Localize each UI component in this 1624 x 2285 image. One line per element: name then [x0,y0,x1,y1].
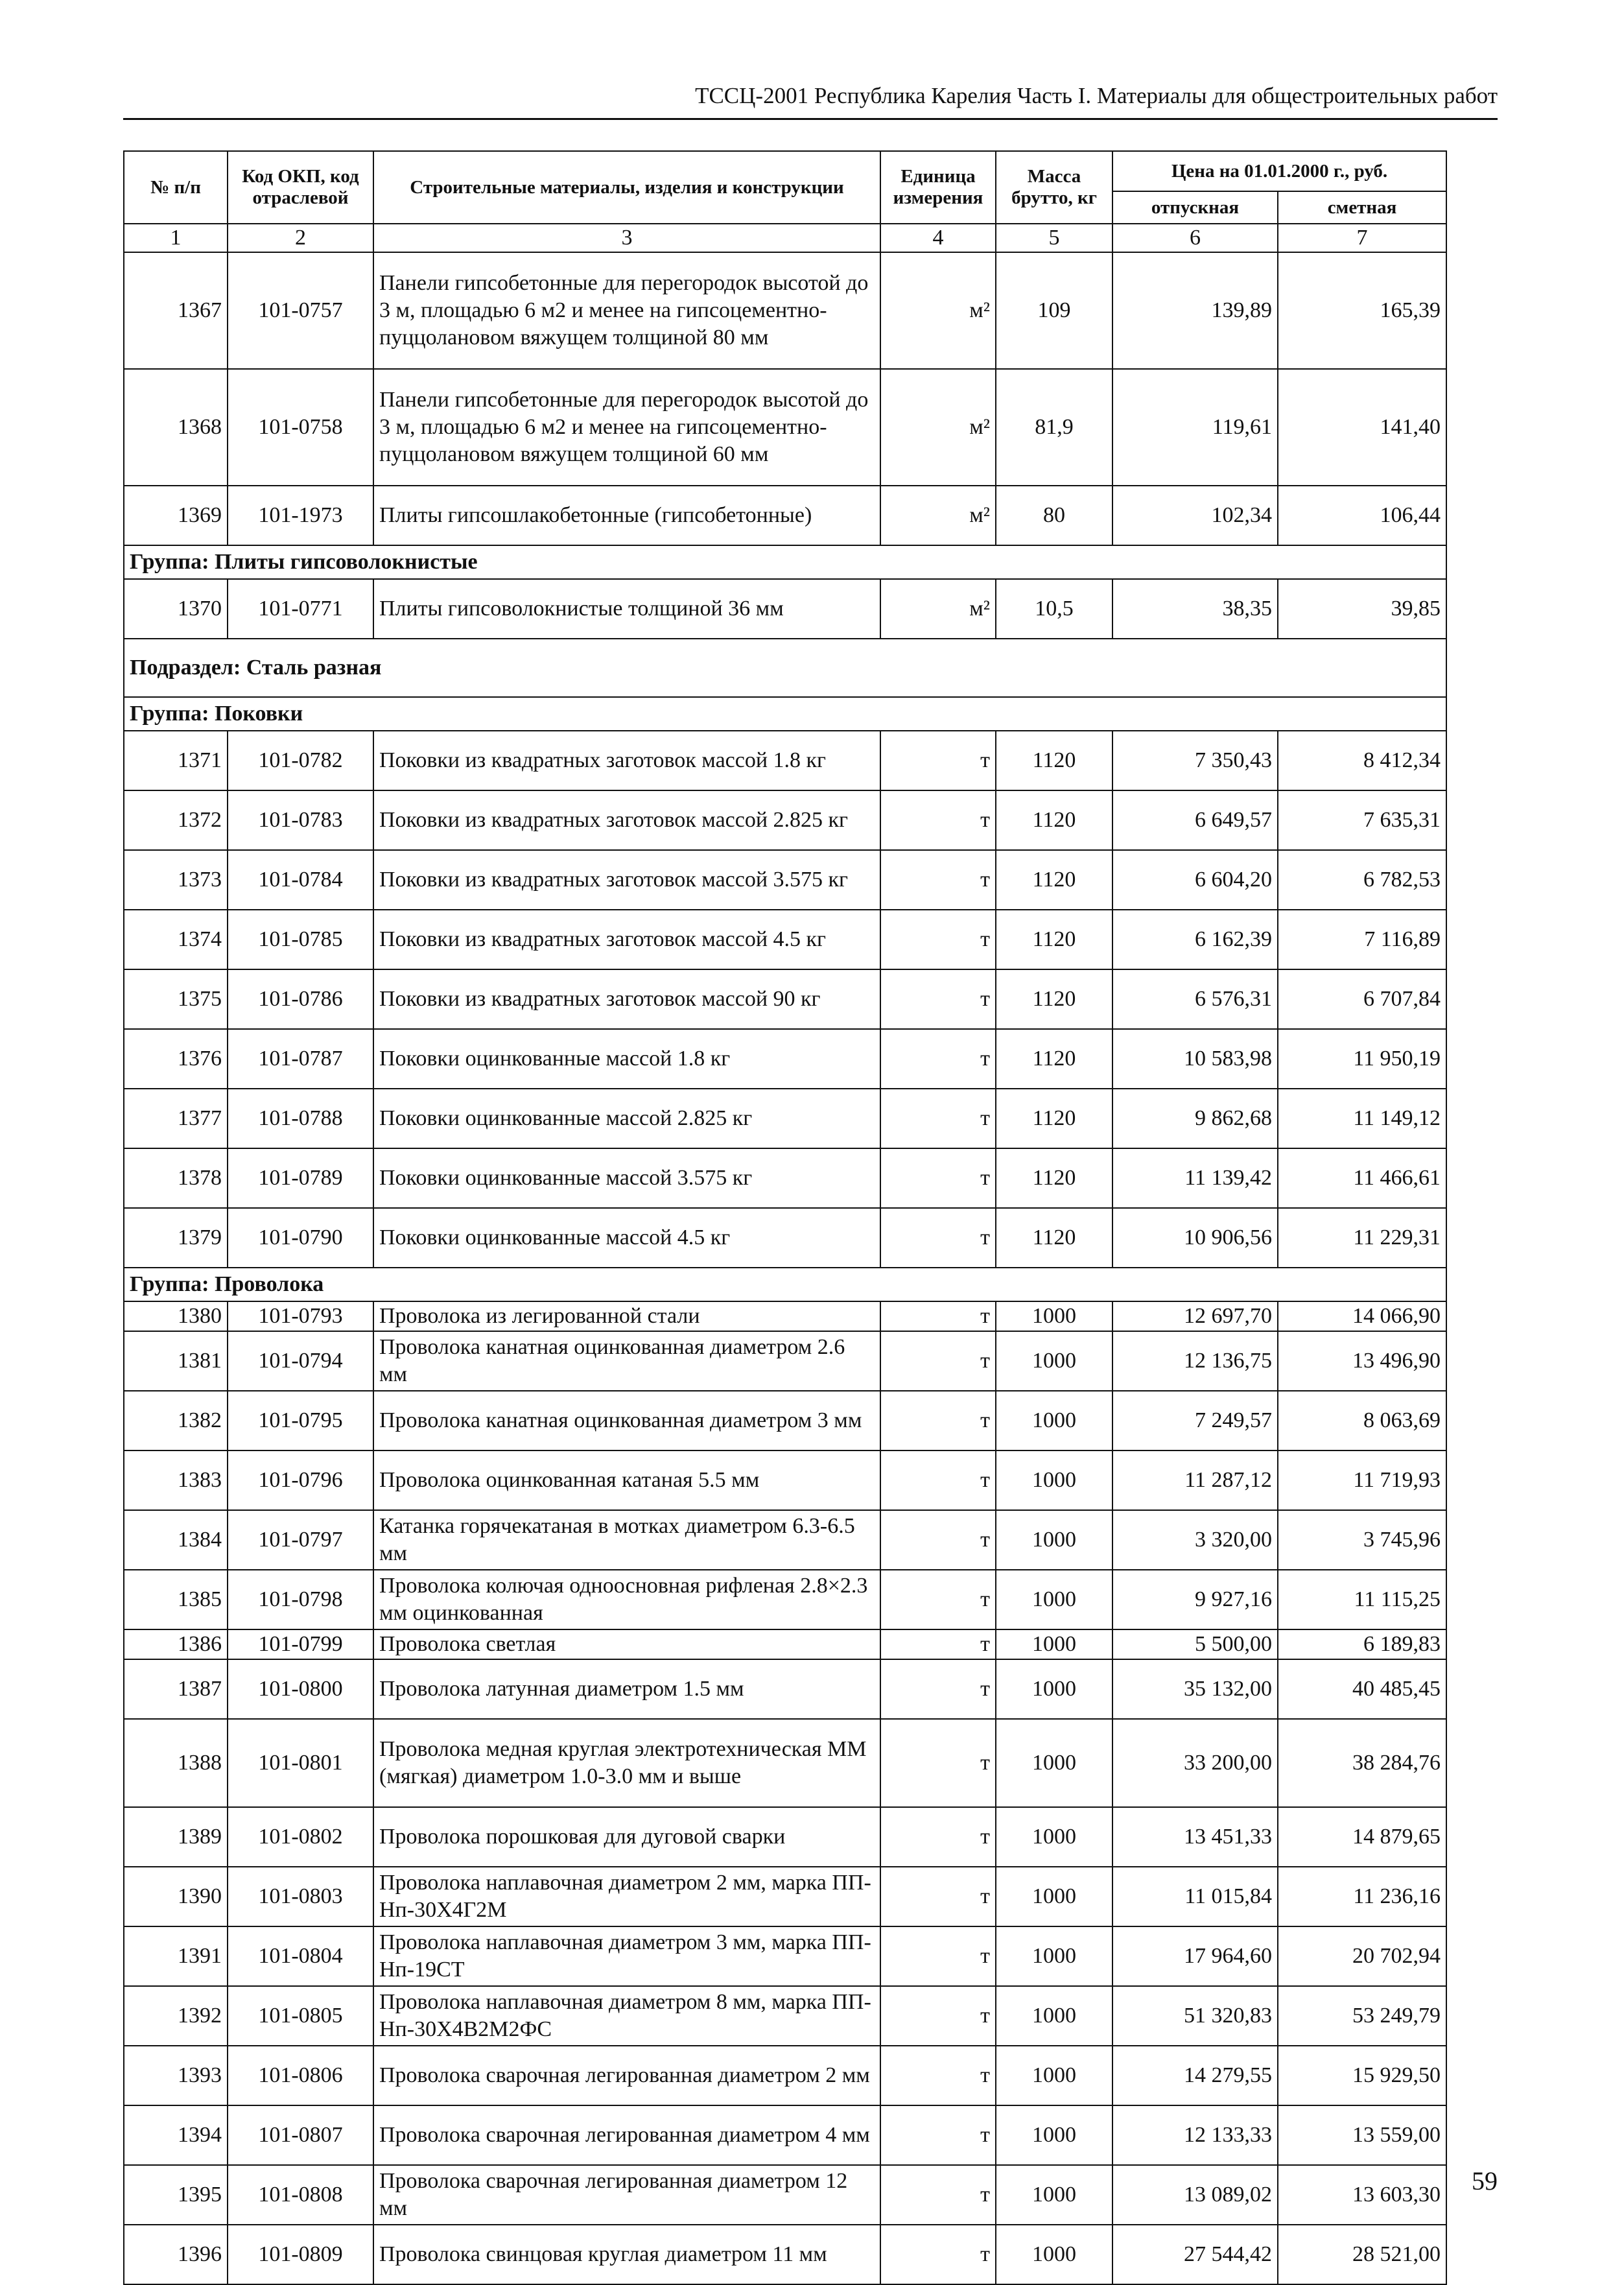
table-row [124,1807,1446,1867]
col-header-name: Строительные материалы, изделия и конструкции [373,151,880,224]
row-code: 101-0797 [228,1510,373,1570]
row-mass: 1120 [996,790,1112,850]
row-mass: 1000 [996,1926,1112,1986]
row-release-price: 13 089,02 [1112,2165,1278,2225]
row-release-price: 13 451,33 [1112,1807,1278,1867]
row-name: Поковки оцинкованные массой 1.8 кг [373,1029,880,1089]
row-mass: 1120 [996,969,1112,1029]
row-unit: м² [880,486,996,545]
row-number: 1375 [124,969,228,1029]
row-unit: т [880,850,996,910]
row-mass: 1000 [996,1450,1112,1510]
row-name: Проволока сварочная легированная диаметром 4 мм [373,2105,880,2165]
row-mass: 1000 [996,1867,1112,1926]
row-name: Панели гипсобетонные для перегородок высотой до 3 м, площадью 6 м2 и менее на гипсоцементно-пуццолановом вяжущем толщиной 80 мм [373,252,880,369]
group-heading-row [124,545,1446,579]
row-name: Катанка горячекатаная в мотках диаметром 6.3-6.5 мм [373,1510,880,1570]
row-unit: т [880,1807,996,1867]
row-unit: т [880,910,996,969]
col-header-release-price: отпускная [1112,191,1278,224]
row-unit: м² [880,369,996,486]
col-header-mass: Масса брутто, кг [996,151,1112,224]
row-name: Проволока порошковая для дуговой сварки [373,1807,880,1867]
row-estimate-price: 7 116,89 [1278,910,1446,969]
table-row [124,1629,1446,1659]
row-unit: т [880,2165,996,2225]
row-name: Проволока латунная диаметром 1.5 мм [373,1659,880,1719]
row-unit: т [880,969,996,1029]
row-code: 101-0795 [228,1391,373,1450]
row-mass: 1000 [996,1331,1112,1391]
row-number: 1374 [124,910,228,969]
row-mass: 1000 [996,1301,1112,1331]
col-header-unit: Единица измерения [880,151,996,224]
table-row [124,1029,1446,1089]
row-mass: 1000 [996,1659,1112,1719]
row-release-price: 14 279,55 [1112,2046,1278,2105]
table-row [124,2165,1446,2225]
row-estimate-price: 11 149,12 [1278,1089,1446,1148]
row-release-price: 9 927,16 [1112,1570,1278,1629]
row-number: 1388 [124,1719,228,1807]
row-number: 1378 [124,1148,228,1208]
row-number: 1390 [124,1867,228,1926]
row-estimate-price: 106,44 [1278,486,1446,545]
row-name: Проволока колючая одноосновная рифленая 2.8×2.3 мм оцинкованная [373,1570,880,1629]
col-index: 1 [124,224,228,252]
row-number: 1384 [124,1510,228,1570]
row-name: Поковки из квадратных заготовок массой 4.5 кг [373,910,880,969]
row-code: 101-0785 [228,910,373,969]
row-release-price: 11 139,42 [1112,1148,1278,1208]
table-row [124,1659,1446,1719]
row-name: Поковки оцинкованные массой 3.575 кг [373,1148,880,1208]
row-mass: 1000 [996,2225,1112,2284]
table-row [124,731,1446,790]
row-unit: т [880,1089,996,1148]
row-code: 101-0784 [228,850,373,910]
row-code: 101-0788 [228,1089,373,1148]
row-number: 1391 [124,1926,228,1986]
row-estimate-price: 11 229,31 [1278,1208,1446,1268]
group-heading: Группа: Плиты гипсоволокнистые [124,545,1446,579]
row-release-price: 10 583,98 [1112,1029,1278,1089]
row-mass: 1000 [996,1719,1112,1807]
row-release-price: 17 964,60 [1112,1926,1278,1986]
row-unit: т [880,1148,996,1208]
row-name: Проволока сварочная легированная диаметром 2 мм [373,2046,880,2105]
row-estimate-price: 28 521,00 [1278,2225,1446,2284]
row-name: Поковки из квадратных заготовок массой 2.825 кг [373,790,880,850]
row-name: Плиты гипсошлакобетонные (гипсобетонные) [373,486,880,545]
row-number: 1369 [124,486,228,545]
row-release-price: 11 015,84 [1112,1867,1278,1926]
row-estimate-price: 20 702,94 [1278,1926,1446,1986]
row-estimate-price: 6 782,53 [1278,850,1446,910]
row-number: 1372 [124,790,228,850]
row-release-price: 12 136,75 [1112,1331,1278,1391]
row-release-price: 11 287,12 [1112,1450,1278,1510]
col-index: 7 [1278,224,1446,252]
table-row [124,1570,1446,1629]
row-unit: т [880,1450,996,1510]
row-number: 1392 [124,1986,228,2046]
row-name: Проволока наплавочная диаметром 2 мм, марка ПП-Нп-30Х4Г2М [373,1867,880,1926]
row-estimate-price: 11 466,61 [1278,1148,1446,1208]
price-table [123,150,1447,2285]
row-code: 101-0787 [228,1029,373,1089]
row-estimate-price: 14 066,90 [1278,1301,1446,1331]
row-number: 1381 [124,1331,228,1391]
table-row [124,969,1446,1029]
group-heading-row [124,697,1446,731]
table-row [124,1089,1446,1148]
row-name: Панели гипсобетонные для перегородок высотой до 3 м, площадью 6 м2 и менее на гипсоцементно-пуццолановом вяжущем толщиной 60 мм [373,369,880,486]
table-row [124,2046,1446,2105]
row-unit: т [880,1301,996,1331]
row-mass: 1000 [996,1510,1112,1570]
row-unit: т [880,1391,996,1450]
row-release-price: 7 249,57 [1112,1391,1278,1450]
row-mass: 1000 [996,2046,1112,2105]
table-row [124,850,1446,910]
group-heading: Группа: Поковки [124,697,1446,731]
table-row [124,910,1446,969]
row-mass: 1120 [996,1089,1112,1148]
row-mass: 1120 [996,910,1112,969]
row-name: Проволока из легированной стали [373,1301,880,1331]
row-unit: т [880,1570,996,1629]
row-code: 101-0807 [228,2105,373,2165]
table-row [124,790,1446,850]
page-number: 59 [1472,2166,1498,2196]
col-index: 5 [996,224,1112,252]
row-estimate-price: 7 635,31 [1278,790,1446,850]
row-code: 101-0794 [228,1331,373,1391]
row-release-price: 27 544,42 [1112,2225,1278,2284]
row-name: Проволока медная круглая электротехническая ММ (мягкая) диаметром 1.0-3.0 мм и выше [373,1719,880,1807]
row-code: 101-0801 [228,1719,373,1807]
row-release-price: 119,61 [1112,369,1278,486]
row-mass: 1000 [996,1986,1112,2046]
row-unit: т [880,1510,996,1570]
row-number: 1396 [124,2225,228,2284]
row-number: 1368 [124,369,228,486]
row-code: 101-0771 [228,579,373,639]
row-release-price: 6 604,20 [1112,850,1278,910]
col-header-price: Цена на 01.01.2000 г., руб. [1112,151,1446,191]
row-code: 101-0790 [228,1208,373,1268]
row-code: 101-0803 [228,1867,373,1926]
table-row [124,1301,1446,1331]
row-mass: 81,9 [996,369,1112,486]
row-code: 101-0757 [228,252,373,369]
row-estimate-price: 14 879,65 [1278,1807,1446,1867]
row-release-price: 102,34 [1112,486,1278,545]
row-release-price: 9 862,68 [1112,1089,1278,1148]
row-name: Плиты гипсоволокнистые толщиной 36 мм [373,579,880,639]
table-row [124,486,1446,545]
row-code: 101-0783 [228,790,373,850]
row-number: 1386 [124,1629,228,1659]
group-heading: Группа: Проволока [124,1268,1446,1301]
row-release-price: 12 133,33 [1112,2105,1278,2165]
row-number: 1371 [124,731,228,790]
row-code: 101-0802 [228,1807,373,1867]
col-header-estimate-price: сметная [1278,191,1446,224]
row-name: Поковки из квадратных заготовок массой 90 кг [373,969,880,1029]
row-mass: 1000 [996,2165,1112,2225]
row-estimate-price: 40 485,45 [1278,1659,1446,1719]
header-rule [123,118,1498,120]
row-estimate-price: 15 929,50 [1278,2046,1446,2105]
row-release-price: 6 576,31 [1112,969,1278,1029]
row-name: Проволока наплавочная диаметром 3 мм, марка ПП-Нп-19СТ [373,1926,880,1986]
row-unit: т [880,1867,996,1926]
row-name: Поковки из квадратных заготовок массой 1.8 кг [373,731,880,790]
row-unit: м² [880,252,996,369]
row-unit: т [880,2225,996,2284]
row-name: Проволока сварочная легированная диаметром 12 мм [373,2165,880,2225]
row-estimate-price: 3 745,96 [1278,1510,1446,1570]
row-estimate-price: 39,85 [1278,579,1446,639]
table-row [124,369,1446,486]
row-mass: 1120 [996,731,1112,790]
row-number: 1373 [124,850,228,910]
row-estimate-price: 141,40 [1278,369,1446,486]
row-mass: 1120 [996,850,1112,910]
row-unit: т [880,1629,996,1659]
row-release-price: 10 906,56 [1112,1208,1278,1268]
row-mass: 80 [996,486,1112,545]
row-unit: т [880,790,996,850]
row-code: 101-0796 [228,1450,373,1510]
table-row [124,2225,1446,2284]
row-code: 101-0789 [228,1148,373,1208]
row-estimate-price: 8 412,34 [1278,731,1446,790]
row-mass: 10,5 [996,579,1112,639]
row-number: 1389 [124,1807,228,1867]
row-code: 101-0804 [228,1926,373,1986]
row-number: 1377 [124,1089,228,1148]
row-release-price: 33 200,00 [1112,1719,1278,1807]
row-mass: 1000 [996,1629,1112,1659]
table-row [124,1148,1446,1208]
row-estimate-price: 13 496,90 [1278,1331,1446,1391]
running-title: ТССЦ-2001 Республика Карелия Часть I. Материалы для общестроительных работ [695,83,1498,108]
table-row [124,1208,1446,1268]
row-number: 1370 [124,579,228,639]
table-row [124,1450,1446,1510]
row-release-price: 35 132,00 [1112,1659,1278,1719]
row-release-price: 7 350,43 [1112,731,1278,790]
row-code: 101-0786 [228,969,373,1029]
row-release-price: 6 162,39 [1112,910,1278,969]
row-release-price: 139,89 [1112,252,1278,369]
row-code: 101-0799 [228,1629,373,1659]
row-number: 1367 [124,252,228,369]
row-name: Проволока канатная оцинкованная диаметром 2.6 мм [373,1331,880,1391]
row-estimate-price: 8 063,69 [1278,1391,1446,1450]
row-unit: м² [880,579,996,639]
row-number: 1380 [124,1301,228,1331]
col-index: 2 [228,224,373,252]
row-mass: 1000 [996,1391,1112,1450]
row-mass: 1120 [996,1208,1112,1268]
row-unit: т [880,1208,996,1268]
row-estimate-price: 13 603,30 [1278,2165,1446,2225]
row-code: 101-0800 [228,1659,373,1719]
row-name: Поковки из квадратных заготовок массой 3.575 кг [373,850,880,910]
col-header-number: № п/п [124,151,228,224]
table-row [124,1719,1446,1807]
row-number: 1395 [124,2165,228,2225]
row-estimate-price: 11 719,93 [1278,1450,1446,1510]
row-estimate-price: 6 189,83 [1278,1629,1446,1659]
row-name: Проволока наплавочная диаметром 8 мм, марка ПП-Нп-30Х4В2М2ФС [373,1986,880,2046]
row-number: 1393 [124,2046,228,2105]
row-unit: т [880,1331,996,1391]
col-index: 6 [1112,224,1278,252]
row-name: Проволока светлая [373,1629,880,1659]
row-estimate-price: 11 236,16 [1278,1867,1446,1926]
row-mass: 1000 [996,1570,1112,1629]
row-mass: 1000 [996,1807,1112,1867]
row-release-price: 38,35 [1112,579,1278,639]
row-mass: 1120 [996,1029,1112,1089]
row-release-price: 12 697,70 [1112,1301,1278,1331]
row-number: 1382 [124,1391,228,1450]
group-heading-row [124,1268,1446,1301]
row-unit: т [880,1029,996,1089]
row-release-price: 5 500,00 [1112,1629,1278,1659]
row-code: 101-0798 [228,1570,373,1629]
row-code: 101-1973 [228,486,373,545]
subsection-heading-row [124,639,1446,697]
row-unit: т [880,731,996,790]
row-unit: т [880,2046,996,2105]
row-number: 1383 [124,1450,228,1510]
row-number: 1387 [124,1659,228,1719]
row-number: 1385 [124,1570,228,1629]
row-code: 101-0782 [228,731,373,790]
row-unit: т [880,1986,996,2046]
row-name: Поковки оцинкованные массой 2.825 кг [373,1089,880,1148]
table-row [124,1867,1446,1926]
row-unit: т [880,1926,996,1986]
table-row [124,1331,1446,1391]
col-index: 3 [373,224,880,252]
row-estimate-price: 6 707,84 [1278,969,1446,1029]
row-mass: 1000 [996,2105,1112,2165]
col-index: 4 [880,224,996,252]
row-name: Проволока свинцовая круглая диаметром 11 мм [373,2225,880,2284]
row-estimate-price: 11 115,25 [1278,1570,1446,1629]
table-row [124,579,1446,639]
table-row [124,2105,1446,2165]
table-body [124,252,1446,2284]
table-row [124,1926,1446,1986]
row-estimate-price: 13 559,00 [1278,2105,1446,2165]
row-unit: т [880,1719,996,1807]
subsection-heading: Подраздел: Сталь разная [124,639,1446,697]
row-estimate-price: 38 284,76 [1278,1719,1446,1807]
row-release-price: 3 320,00 [1112,1510,1278,1570]
row-number: 1379 [124,1208,228,1268]
row-code: 101-0809 [228,2225,373,2284]
row-estimate-price: 53 249,79 [1278,1986,1446,2046]
row-code: 101-0805 [228,1986,373,2046]
table-row [124,1391,1446,1450]
row-estimate-price: 165,39 [1278,252,1446,369]
table-row [124,1986,1446,2046]
table-row [124,1510,1446,1570]
row-name: Проволока канатная оцинкованная диаметром 3 мм [373,1391,880,1450]
row-release-price: 6 649,57 [1112,790,1278,850]
row-code: 101-0793 [228,1301,373,1331]
row-mass: 109 [996,252,1112,369]
row-code: 101-0808 [228,2165,373,2225]
row-mass: 1120 [996,1148,1112,1208]
row-number: 1394 [124,2105,228,2165]
row-release-price: 51 320,83 [1112,1986,1278,2046]
row-name: Поковки оцинкованные массой 4.5 кг [373,1208,880,1268]
row-code: 101-0806 [228,2046,373,2105]
row-unit: т [880,1659,996,1719]
row-number: 1376 [124,1029,228,1089]
row-unit: т [880,2105,996,2165]
row-name: Проволока оцинкованная катаная 5.5 мм [373,1450,880,1510]
row-estimate-price: 11 950,19 [1278,1029,1446,1089]
col-header-code: Код ОКП, код отраслевой [228,151,373,224]
table-row [124,252,1446,369]
row-code: 101-0758 [228,369,373,486]
